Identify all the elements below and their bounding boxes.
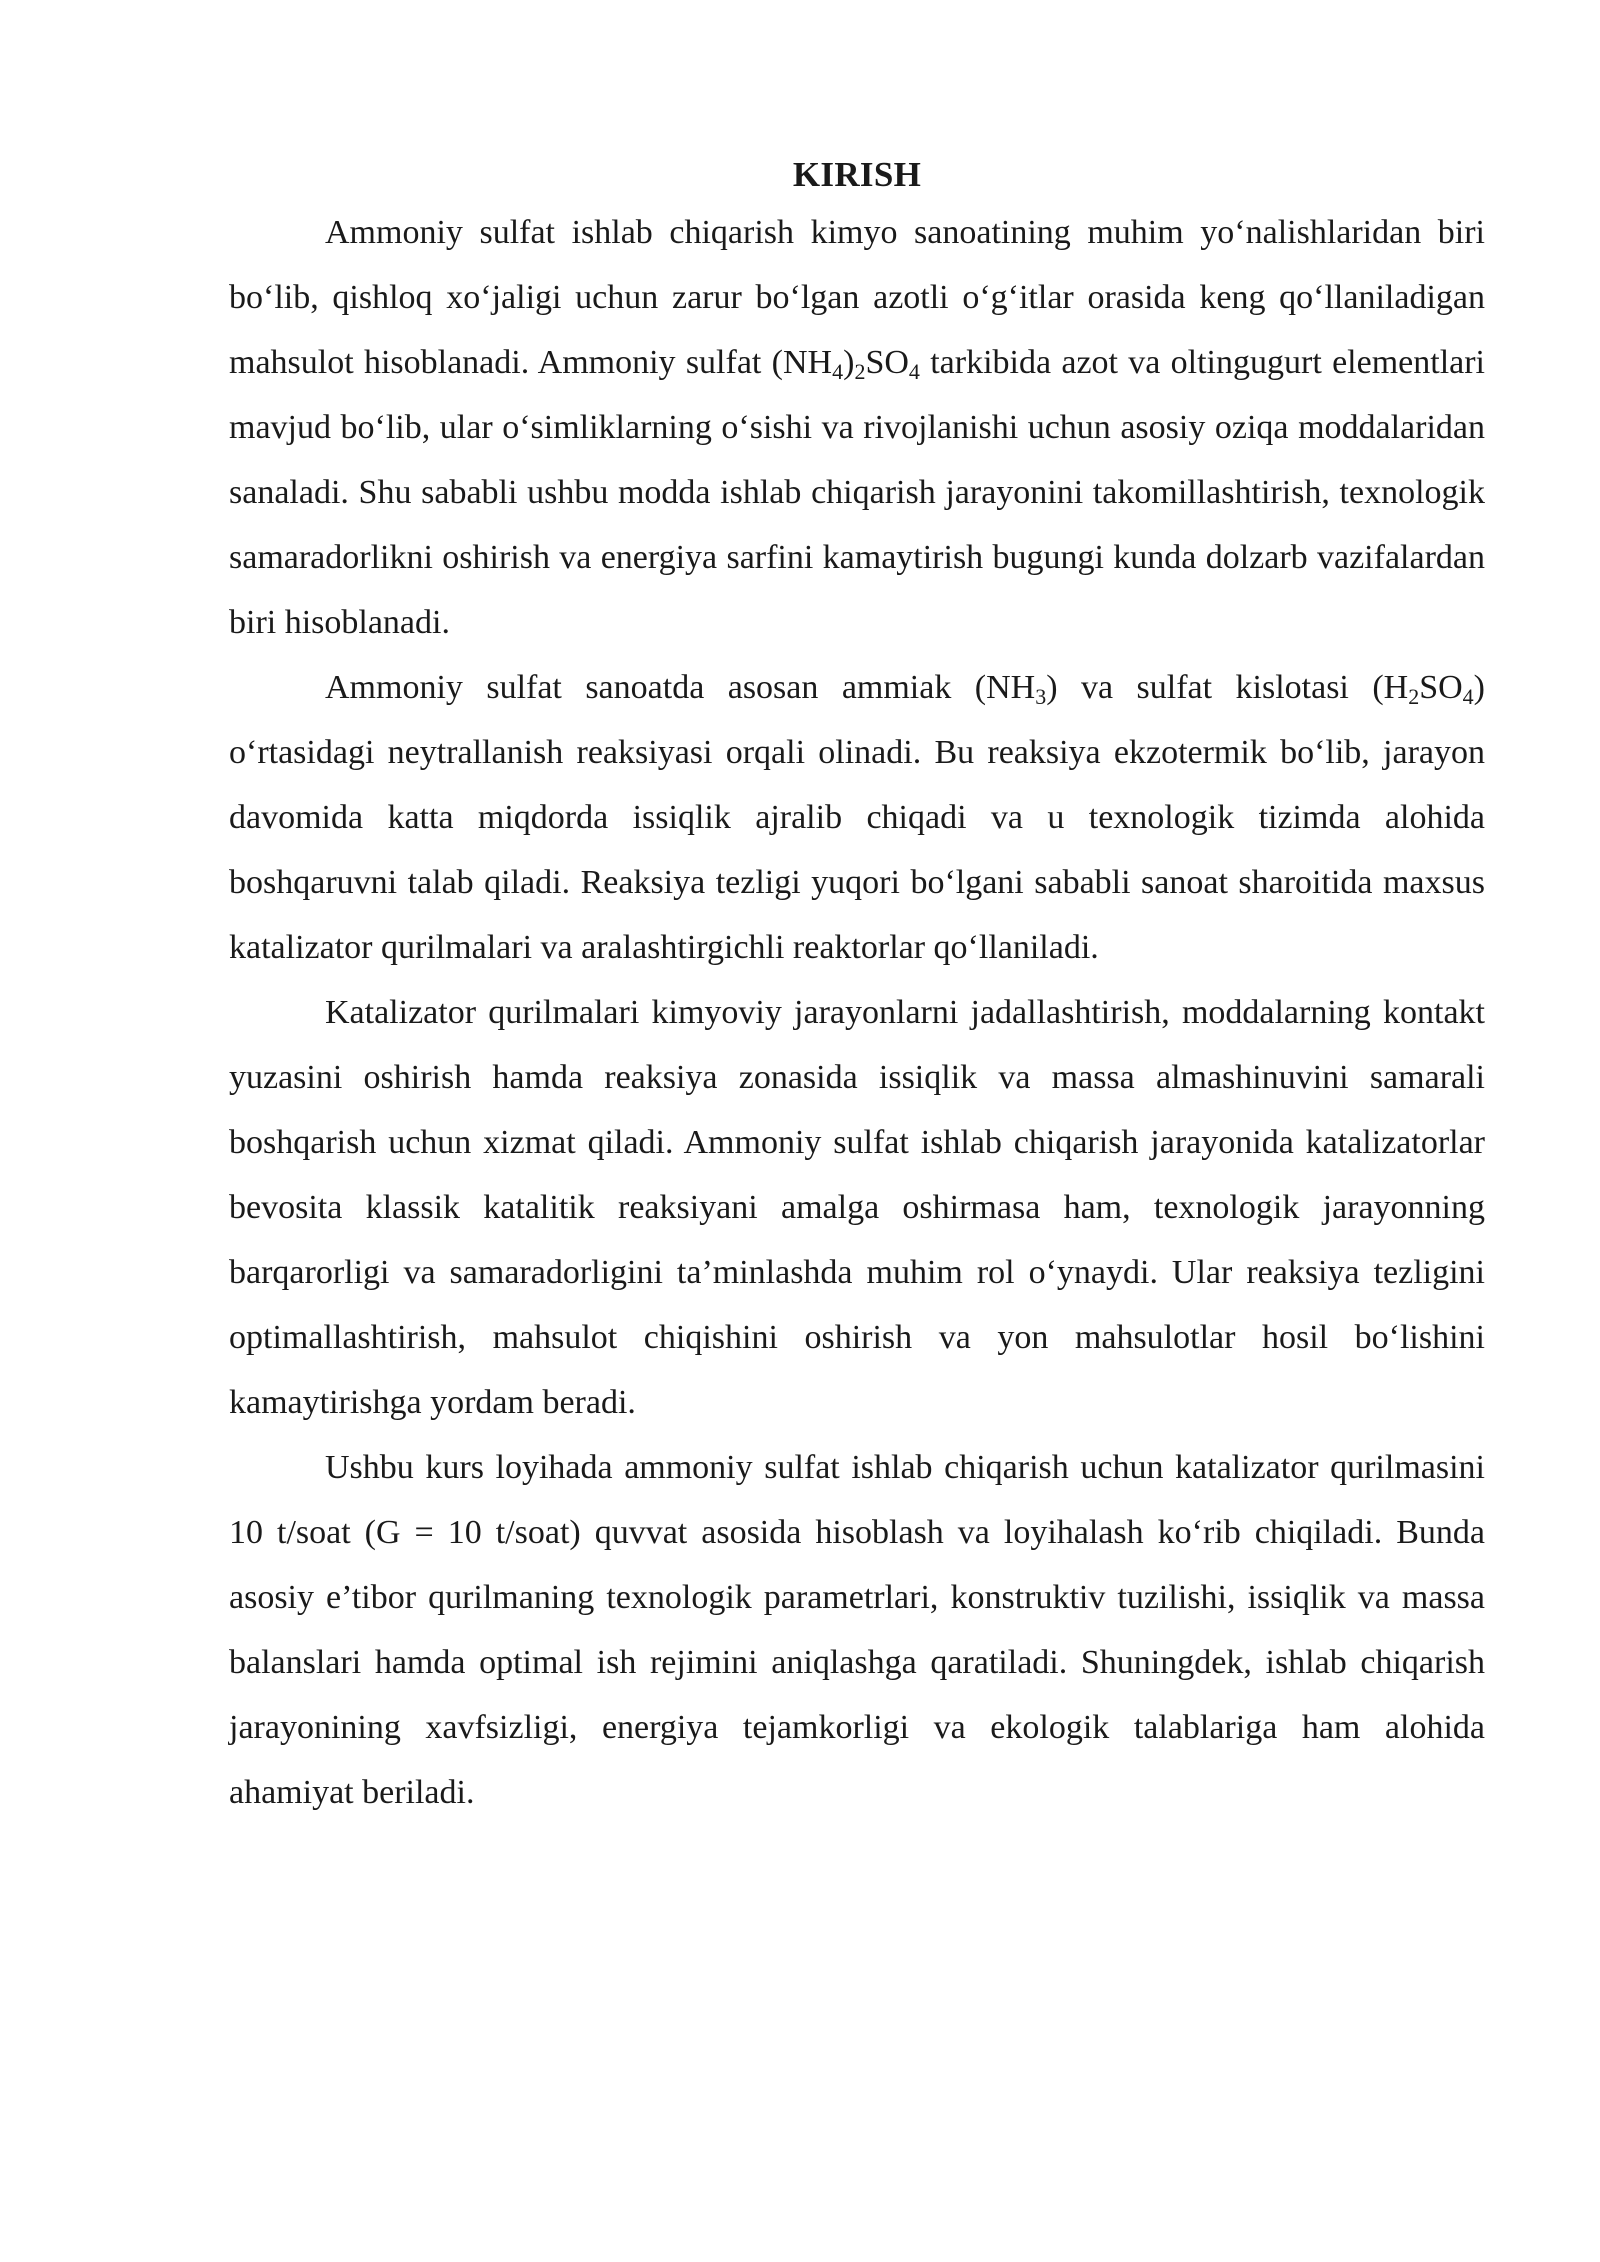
paragraph-text: Ammoniy sulfat sanoatda asosan ammiak (NH — [325, 669, 1036, 706]
paragraph-text: Ammoniy sulfat ishlab chiqarish kimyo sanoatining muhim yo‘nalishlaridan biri bo‘lib, qishloq xo‘jaligi uchun zarur bo‘lgan azotli o‘g‘itlar orasida keng qo‘llaniladigan mahsulot hisoblanadi. Ammoniy sulfat (NH — [229, 214, 1485, 381]
page-title: KIRISH — [792, 155, 922, 194]
body-paragraph-1 — [229, 200, 1485, 655]
paragraph-text: ) o‘rtasidagi neytrallanish reaksiyasi orqali olinadi. Bu reaksiya ekzotermik bo‘lib, jarayon davomida katta miqdorda issiqlik ajralib chiqadi va u texnologik tizimda alohida boshqaruvni talab qiladi. Reaksiya tezligi yuqori bo‘lgani sababli sanoat sharoitida maxsus katalizator qurilmalari va aralashtirgichli reaktorlar qo‘llaniladi. — [229, 669, 1485, 966]
paragraph-text: tarkibida azot va oltingugurt elementlari mavjud bo‘lib, ular o‘simliklarning o‘sishi va rivojlanishi uchun asosiy oziqa moddalaridan sanaladi. Shu sababli ushbu modda ishlab chiqarish jarayonini takomillashtirish, texnologik samaradorlikni oshirish va energiya sarfini kamaytirish bugungi kunda dolzarb vazifalardan biri hisoblanadi. — [229, 344, 1485, 641]
subscript-text: 4 — [908, 359, 920, 384]
paragraph-text: ) va sulfat kislotasi (H — [1046, 669, 1409, 706]
paragraph-text: ) — [843, 344, 855, 381]
body-paragraph-4 — [229, 1435, 1485, 1825]
paragraph-text: Ushbu kurs loyihada ammoniy sulfat ishlab chiqarish uchun katalizator qurilmasini 10 t/soat (G = 10 t/soat) quvvat asosida hisoblash va loyihalash ko‘rib chiqiladi. Bunda asosiy e’tibor qurilmaning texnologik parametrlari, konstruktiv tuzilishi, issiqlik va massa balanslari hamda optimal ish rejimini aniqlashga qaratiladi. Shuningdek, ishlab chiqarish jarayonining xavfsizligi, energiya tejamkorligi va ekologik talablariga ham alohida ahamiyat beriladi. — [229, 1449, 1485, 1811]
subscript-text: 3 — [1035, 684, 1047, 709]
document-body — [229, 200, 1485, 1825]
paragraph-text: Katalizator qurilmalari kimyoviy jarayonlarni jadallashtirish, moddalarning kontakt yuzasini oshirish hamda reaksiya zonasida issiqlik va massa almashinuvini samarali boshqarish uchun xizmat qiladi. Ammoniy sulfat ishlab chiqarish jarayonida katalizatorlar bevosita klassik katalitik reaksiyani amalga oshirmasa ham, texnologik jarayonning barqarorligi va samaradorligini ta’minlashda muhim rol o‘ynaydi. Ular reaksiya tezligini optimallashtirish, mahsulot chiqishini oshirish va yon mahsulotlar hosil bo‘lishini kamaytirishga yordam beradi. — [229, 994, 1485, 1421]
body-paragraph-3 — [229, 980, 1485, 1435]
document-page — [229, 150, 1485, 1825]
subscript-text: 2 — [1408, 684, 1420, 709]
paragraph-text: SO — [865, 344, 909, 381]
body-paragraph-2 — [229, 655, 1485, 980]
paragraph-text: SO — [1419, 669, 1463, 706]
subscript-text: 4 — [1462, 684, 1474, 709]
subscript-text: 2 — [854, 359, 866, 384]
subscript-text: 4 — [832, 359, 844, 384]
